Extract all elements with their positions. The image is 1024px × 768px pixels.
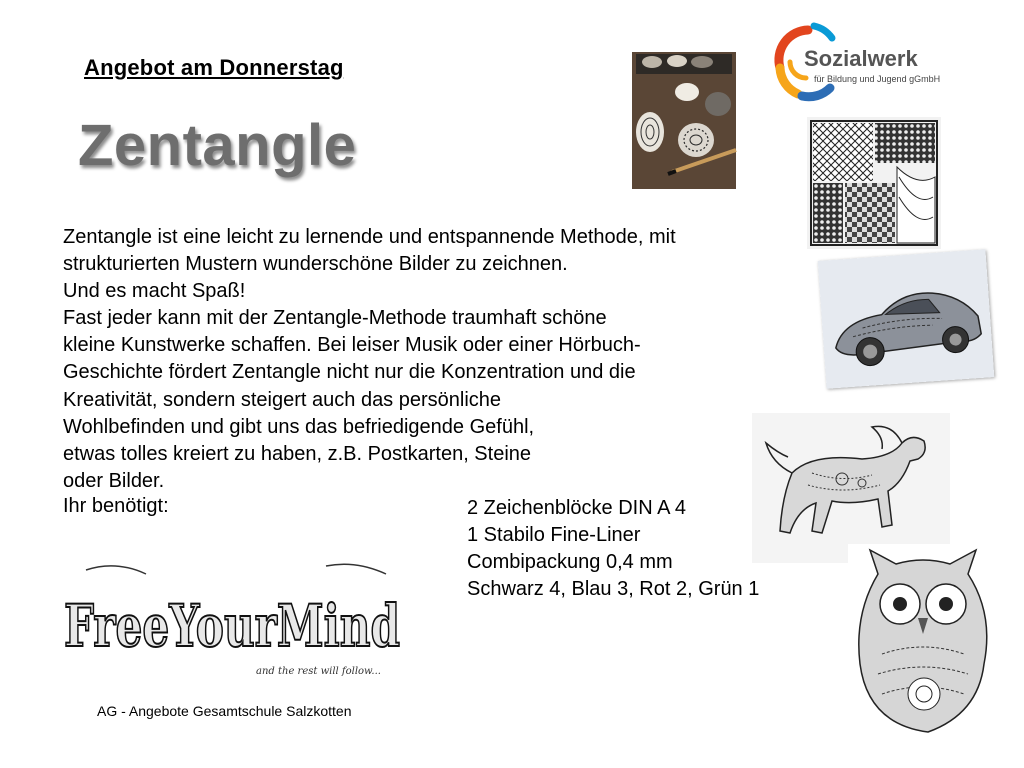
description-line: Und es macht Spaß! xyxy=(63,280,246,303)
description-line: etwas tolles kreiert zu haben, z.B. Postkarten, Steine xyxy=(63,442,532,465)
page-title: Zentangle xyxy=(78,113,357,178)
zentangle-tile-image xyxy=(807,117,941,249)
description-line: Fast jeder kann mit der Zentangle-Methode traumhaft schöne xyxy=(63,307,607,330)
description-line: oder Bilder. xyxy=(63,469,165,492)
stones-photo xyxy=(632,52,736,189)
supply-item: 1 Stabilo Fine-Liner xyxy=(467,524,641,547)
supply-item: Combipackung 0,4 mm xyxy=(467,551,673,574)
sozialwerk-logo xyxy=(768,18,968,102)
description-line: Kreativität, sondern steigert auch das persönliche xyxy=(63,388,502,411)
description-line: kleine Kunstwerke schaffen. Bei leiser Musik oder einer Hörbuch- xyxy=(63,334,641,357)
supply-item: Schwarz 4, Blau 3, Rot 2, Grün 1 xyxy=(467,578,760,601)
free-your-mind-lettering xyxy=(56,560,408,690)
zentangle-owl-image xyxy=(848,544,998,744)
logo-title: Sozialwerk xyxy=(804,46,918,71)
footer-text: AG - Angebote Gesamtschule Salzkotten xyxy=(97,703,352,719)
zentangle-car-image xyxy=(818,249,995,388)
logo-subtitle: für Bildung und Jugend gGmbH xyxy=(814,74,941,84)
lettering-text: FreeYourMind xyxy=(64,592,400,660)
supplies-list xyxy=(467,495,759,603)
subtitle: Angebot am Donnerstag xyxy=(84,55,344,80)
description-line: Wohlbefinden und gibt uns das befriedigende Gefühl, xyxy=(63,415,535,438)
description-line: Zentangle ist eine leicht zu lernende und entspannende Methode, mit xyxy=(63,226,676,248)
lettering-subtext: and the rest will follow... xyxy=(256,666,381,677)
description-line: Geschichte fördert Zentangle nicht nur die Konzentration und die xyxy=(63,361,636,384)
description-line: strukturierten Mustern wunderschöne Bilder zu zeichnen. xyxy=(63,253,568,276)
supplies-label: Ihr benötigt: xyxy=(63,495,169,517)
description-text xyxy=(63,224,783,495)
supply-item: 2 Zeichenblöcke DIN A 4 xyxy=(467,497,687,519)
